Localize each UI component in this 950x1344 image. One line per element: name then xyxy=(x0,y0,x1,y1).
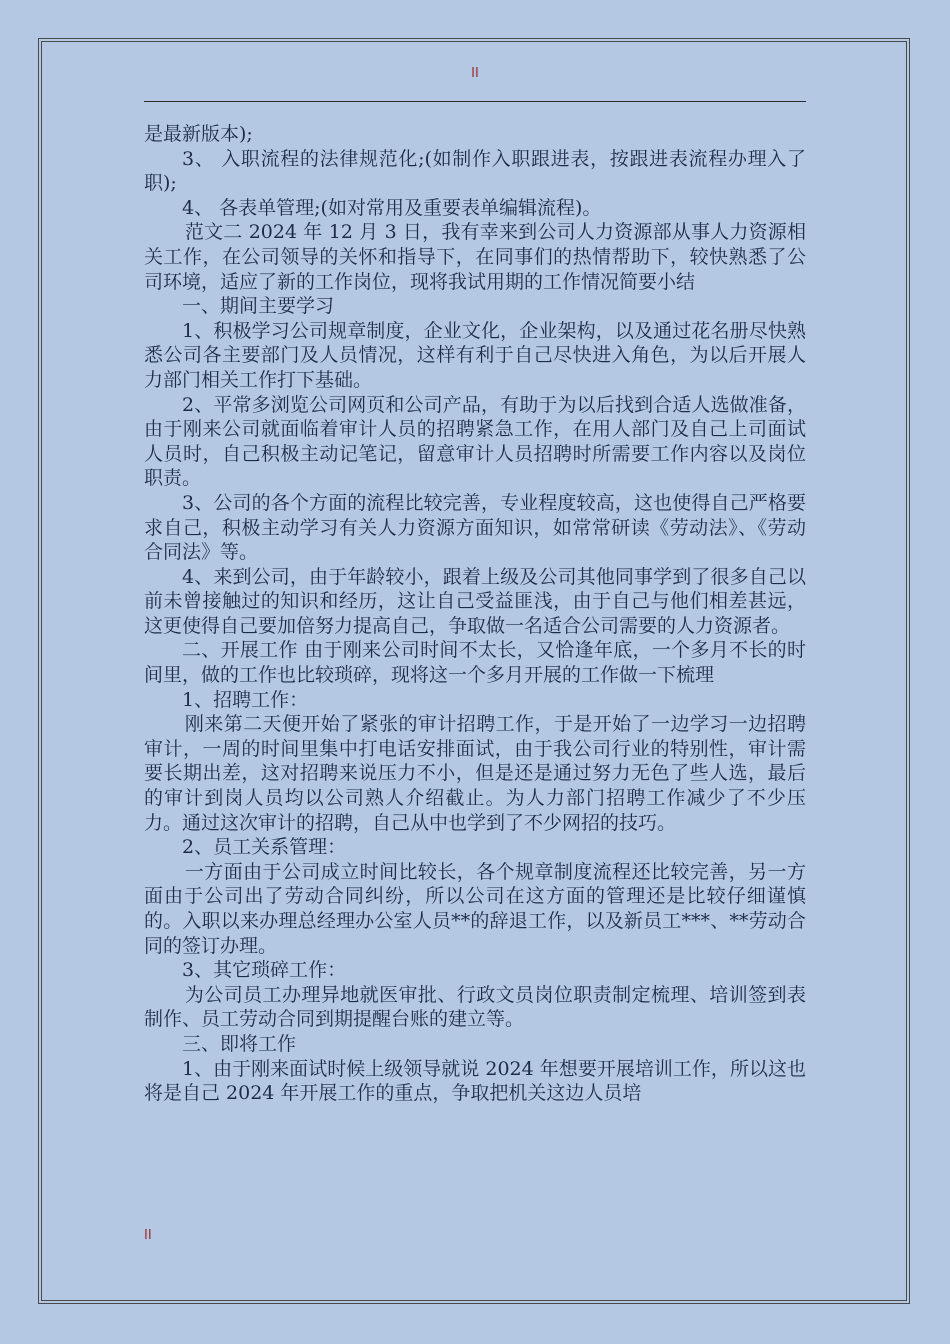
paragraph: 4、 各表单管理;(如对常用及重要表单编辑流程)。 xyxy=(182,196,602,219)
paragraph: 4、来到公司，由于年龄较小，跟着上级及公司其他同事学到了很多自己以前未曾接触过的知识和经历，这让自己受益匪浅，由于自己与他们相差甚远，这更使得自己要加倍努力提高自己，争取做一名适合公司需要的人力资源者。 xyxy=(144,565,806,637)
subsection-heading: 1、招聘工作： xyxy=(182,688,309,711)
paragraph: 是最新版本); xyxy=(144,123,253,145)
paragraph: 1、由于刚来面试时候上级领导就说 2024 年想要开展培训工作，所以这也将是自己 2024 年开展工作的重点，争取把机关这边人员培 xyxy=(144,1057,806,1105)
paragraph: 范文二 2024 年 12 月 3 日，我有幸来到公司人力资源部从事人力资源相关工作，在公司领导的关怀和指导下，在同事们的热情帮助下，较快熟悉了公司环境，适应了新的工作岗位，现将我试用期的工作情况简要小结 xyxy=(144,221,806,293)
header-divider xyxy=(144,101,806,102)
paragraph: 3、 入职流程的法律规范化;(如制作入职跟进表，按跟进表流程办理入了职); xyxy=(144,147,806,195)
section-heading: 一、期间主要学习 xyxy=(182,295,335,318)
paragraph: 一方面由于公司成立时间比较长，各个规章制度流程还比较完善，另一方面由于公司出了劳动合同纠纷，所以公司在这方面的管理还是比较仔细谨慎的。入职以来办理总经理办公室人员**的辞退工作，以及新员工***、**劳动合同的签订办理。 xyxy=(144,860,806,957)
document-body xyxy=(144,122,806,1106)
section-heading: 二、开展工作 由于刚来公司时间不太长，又恰逢年底，一个多月不长的时间里，做的工作也比较琐碎，现将这一个多月开展的工作做一下梳理 xyxy=(144,639,806,687)
paragraph: 2、平常多浏览公司网页和公司产品，有助于为以后找到合适人选做准备，由于刚来公司就面临着审计人员的招聘紧急工作，在用人部门及自己上司面试人员时，自己积极主动记笔记，留意审计人员招聘时所需要工作内容以及岗位职责。 xyxy=(144,393,806,490)
subsection-heading: 3、其它琐碎工作： xyxy=(182,959,347,982)
footer-page-mark: II xyxy=(144,1228,152,1243)
paragraph: 为公司员工办理异地就医审批、行政文员岗位职责制定梳理、培训签到表制作、员工劳动合同到期提醒台账的建立等。 xyxy=(144,983,806,1031)
paragraph: 刚来第二天便开始了紧张的审计招聘工作，于是开始了一边学习一边招聘审计，一周的时间里集中打电话安排面试，由于我公司行业的特别性，审计需要长期出差，这对招聘来说压力不小，但是还是通过努力无色了些人选，最后的审计到岗人员均以公司熟人介绍截止。为人力部门招聘工作减少了不少压力。通过这次审计的招聘，自己从中也学到了不少网招的技巧。 xyxy=(144,713,806,834)
paragraph: 1、积极学习公司规章制度，企业文化，企业架构，以及通过花名册尽快熟悉公司各主要部门及人员情况，这样有利于自己尽快进入角色，为以后开展人力部门相关工作打下基础。 xyxy=(144,319,806,391)
header-page-mark: II xyxy=(471,66,479,81)
subsection-heading: 2、员工关系管理： xyxy=(182,836,347,859)
section-heading: 三、即将工作 xyxy=(182,1032,297,1055)
paragraph: 3、公司的各个方面的流程比较完善，专业程度较高，这也使得自己严格要求自己，积极主动学习有关人力资源方面知识，如常常研读《劳动法》、《劳动合同法》等。 xyxy=(144,491,806,564)
